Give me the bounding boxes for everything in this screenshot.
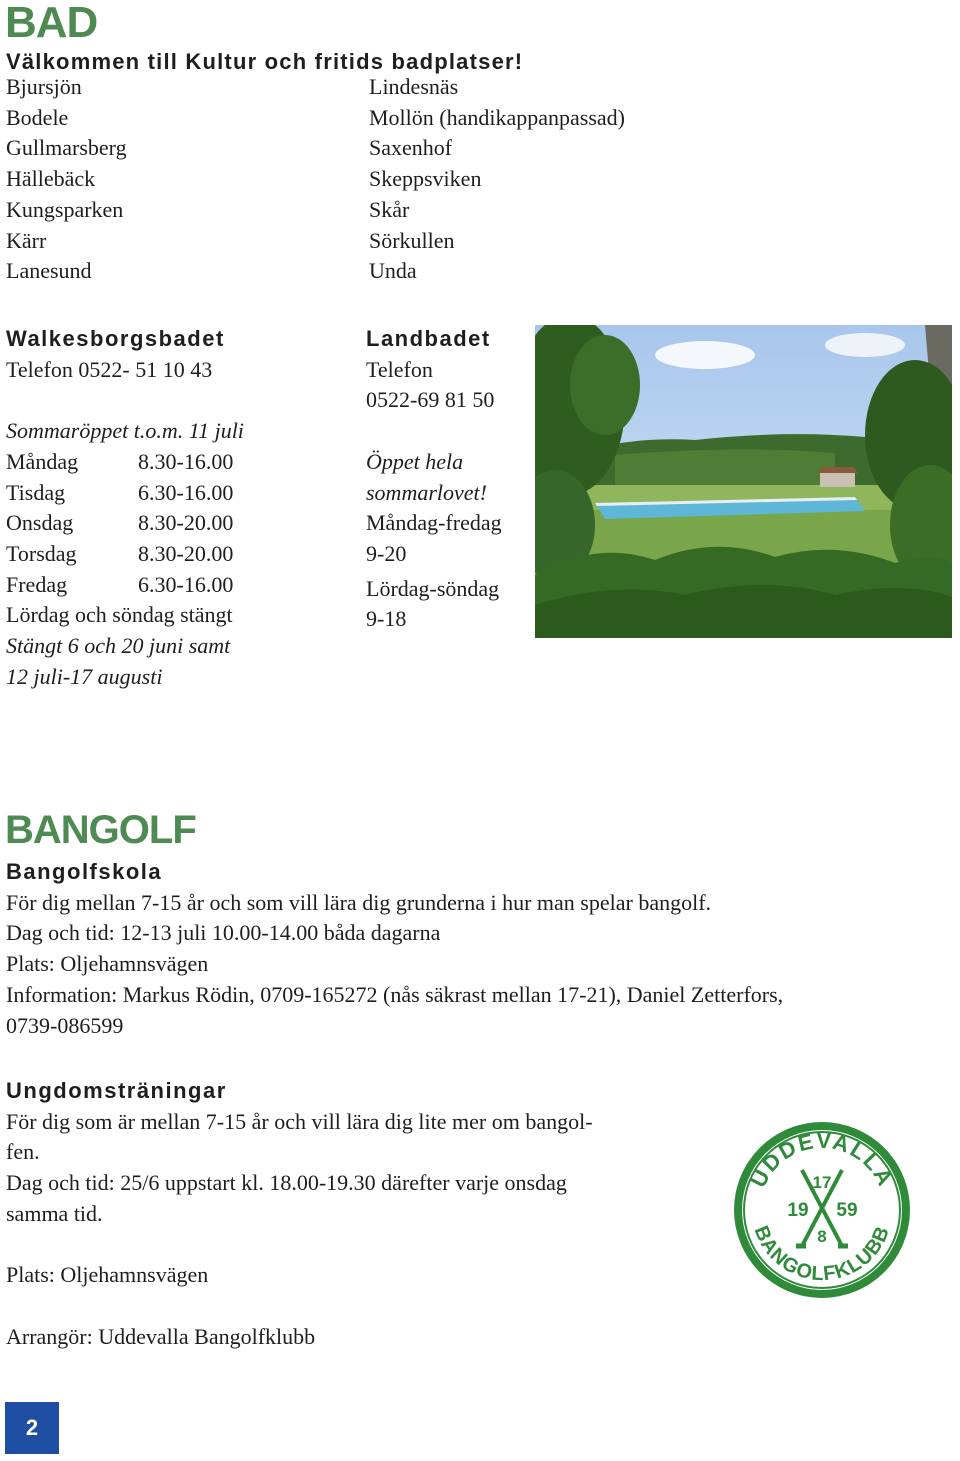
list-item: Mollön (handikappanpassad) <box>369 104 625 130</box>
landbadet-phone: 0522-69 81 50 <box>366 387 495 413</box>
svg-text:BANGOLFKLUBB: BANGOLFKLUBB <box>749 1222 895 1286</box>
places-left-list <box>6 72 127 287</box>
schedule-time: 8.30-16.00 <box>138 448 234 474</box>
landbadet-weekend: Lördag-söndag <box>366 575 500 601</box>
schedule-day: Torsdag <box>6 540 77 566</box>
schedule-row <box>6 508 244 539</box>
page-number-badge: 2 <box>5 1402 59 1454</box>
closed-dates-2: 12 juli-17 augusti <box>6 663 163 689</box>
bangolfskola-line: Information: Markus Rödin, 0709-165272 (nås säkrast mellan 17-21), Daniel Zetterfors, <box>6 981 784 1007</box>
landbadet-weekdays: Måndag-fredag <box>366 510 502 536</box>
schedule-time: 8.30-20.00 <box>138 510 234 536</box>
bangolfskola-line: Plats: Oljehamnsvägen <box>6 951 209 977</box>
youth-section <box>6 1076 593 1352</box>
schedule-row <box>6 447 244 478</box>
organizer-text: Arrangör: Uddevalla Bangolfklubb <box>6 1323 316 1349</box>
list-item: Sörkullen <box>369 227 455 253</box>
landbadet-open-2: sommarlovet! <box>366 479 487 505</box>
walkesborg-section <box>6 324 244 692</box>
youth-line: Dag och tid: 25/6 uppstart kl. 18.00-19.30 därefter varje onsdag <box>6 1170 567 1196</box>
landbadet-weekdays-time: 9-20 <box>366 540 407 566</box>
logo-number: 19 <box>787 1200 809 1221</box>
logo-number: 8 <box>817 1227 827 1246</box>
bangolfskola-section <box>6 857 783 1041</box>
schedule-day: Tisdag <box>6 479 66 505</box>
youth-line: fen. <box>6 1139 40 1165</box>
schedule-time: 6.30-16.00 <box>138 479 234 505</box>
landbadet-weekend-time: 9-18 <box>366 606 407 632</box>
youth-line: samma tid. <box>6 1200 103 1226</box>
closed-dates-1: Stängt 6 och 20 juni samt <box>6 633 231 659</box>
summer-open-text: Sommaröppet t.o.m. 11 juli <box>6 418 244 444</box>
bangolfskola-line: Dag och tid: 12-13 juli 10.00-14.00 båda dagarna <box>6 920 441 946</box>
pool-photo-image <box>535 325 952 638</box>
list-item: Kungsparken <box>6 196 124 222</box>
list-item: Bjursjön <box>6 74 82 99</box>
schedule-time: 8.30-20.00 <box>138 540 234 566</box>
welcome-heading: Välkommen till Kultur och fritids badplatser! <box>6 49 524 74</box>
schedule-day: Fredag <box>6 571 68 597</box>
list-item: Hällebäck <box>6 166 96 192</box>
weekend-closed-text: Lördag och söndag stängt <box>6 602 233 628</box>
schedule-day: Måndag <box>6 448 79 474</box>
schedule-row <box>6 539 244 570</box>
list-item: Lindesnäs <box>369 74 459 99</box>
bangolfklubb-logo <box>730 1118 914 1302</box>
svg-text:UDDEVALLA: UDDEVALLA <box>745 1127 899 1192</box>
list-item: Skår <box>369 196 410 222</box>
list-item: Lanesund <box>6 258 92 284</box>
list-item: Skeppsviken <box>369 166 482 192</box>
list-item: Unda <box>369 258 417 284</box>
list-item: Kärr <box>6 227 47 253</box>
youth-title: Ungdomsträningar <box>6 1078 227 1103</box>
pool-photo <box>535 325 952 638</box>
landbadet-title: Landbadet <box>366 326 491 351</box>
landbadet-section <box>366 324 502 635</box>
bangolfskola-line: För dig mellan 7-15 år och som vill lära dig grunderna i hur man spelar bangolf. <box>6 889 712 915</box>
list-item: Saxenhof <box>369 135 453 161</box>
walkesborg-phone: Telefon 0522- 51 10 43 <box>6 356 213 382</box>
youth-place: Plats: Oljehamnsvägen <box>6 1262 209 1288</box>
walkesborg-title: Walkesborgsbadet <box>6 326 225 351</box>
places-right-list <box>369 72 625 287</box>
logo-number: 17 <box>812 1173 832 1192</box>
bangolf-heading: BANGOLF <box>5 808 196 852</box>
logo-number: 59 <box>836 1200 858 1221</box>
schedule-row <box>6 570 244 601</box>
list-item: Bodele <box>6 104 69 130</box>
list-item: Gullmarsberg <box>6 135 127 161</box>
landbadet-open-1: Öppet hela <box>366 448 464 474</box>
landbadet-phone-label: Telefon <box>366 356 433 382</box>
bad-heading: BAD <box>5 0 98 47</box>
schedule-day: Onsdag <box>6 510 74 536</box>
schedule-time: 6.30-16.00 <box>138 571 234 597</box>
bangolfskola-title: Bangolfskola <box>6 859 163 884</box>
youth-line: För dig som är mellan 7-15 år och vill lära dig lite mer om bangol- <box>6 1108 593 1134</box>
bangolfskola-line: 0739-086599 <box>6 1012 124 1038</box>
schedule-row <box>6 478 244 509</box>
